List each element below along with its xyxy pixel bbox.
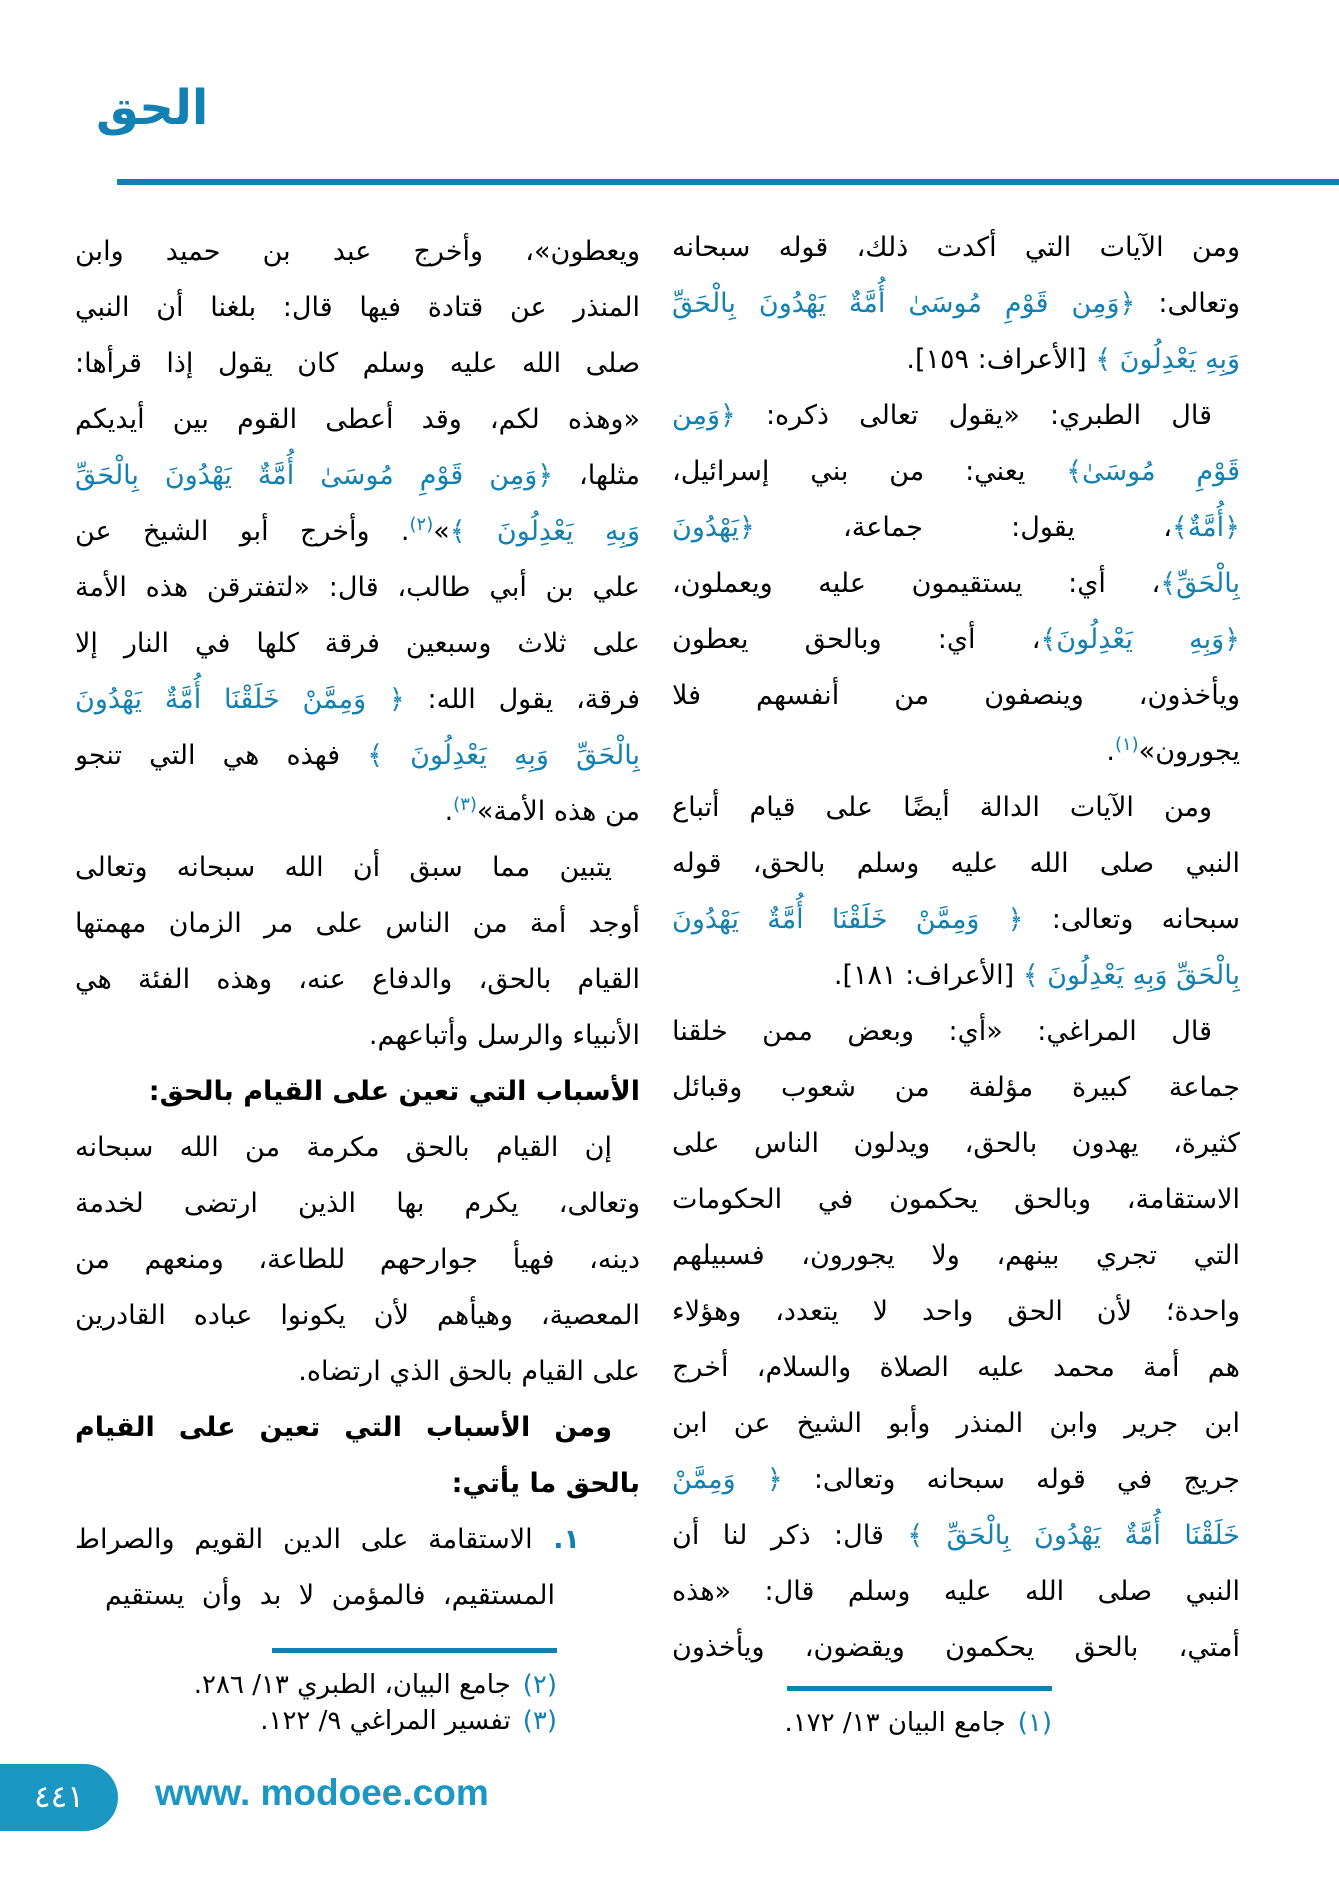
text-line bbox=[672, 500, 1240, 556]
text-line bbox=[75, 1288, 640, 1344]
text-line bbox=[672, 1228, 1240, 1284]
text-line bbox=[75, 224, 640, 280]
text-line bbox=[75, 560, 640, 616]
quran-verse: ﴿يَهْدُونَ bbox=[672, 512, 755, 543]
text-line bbox=[75, 672, 640, 728]
text-line bbox=[75, 1176, 640, 1232]
text-line bbox=[75, 616, 640, 672]
body-text: فهذه هي التي تنجو bbox=[75, 740, 368, 771]
text-line bbox=[672, 1508, 1240, 1564]
body-text: قال المراغي: «أي: وبعض ممن خلقنا bbox=[672, 1016, 1212, 1047]
body-text: » bbox=[433, 516, 450, 547]
body-text: قال الطبري: «يقول تعالى ذكره: bbox=[735, 400, 1212, 431]
body-text: يتبين مما سبق أن الله سبحانه وتعالى bbox=[75, 852, 612, 883]
body-text: واحدة؛ لأن الحق واحد لا يتعدد، وهؤلاء bbox=[672, 1296, 1240, 1327]
text-line bbox=[672, 332, 1240, 388]
footnote-marker: (٢) bbox=[409, 514, 434, 535]
text-line bbox=[75, 1568, 640, 1624]
body-text: ومن الآيات التي أكدت ذلك، قوله سبحانه bbox=[672, 232, 1240, 263]
body-text: المعصية، وهيأهم لأن يكونوا عباده القادرين bbox=[75, 1300, 640, 1331]
footnote-text: تفسير المراغي ٩/ ١٢٢. bbox=[260, 1706, 511, 1736]
footnote-number: (١) bbox=[1017, 1708, 1052, 1738]
text-line bbox=[75, 504, 640, 560]
text-line bbox=[672, 1172, 1240, 1228]
quran-verse: ﴿وَمِن bbox=[672, 400, 736, 431]
body-text: أمتي، بالحق يحكمون ويقضون، ويأخذون bbox=[672, 1632, 1240, 1663]
footnote-marker: (٣) bbox=[453, 794, 477, 815]
body-text: مثلها، bbox=[553, 460, 640, 491]
body-text: جريج في قوله سبحانه وتعالى: bbox=[782, 1464, 1240, 1495]
body-text: هم أمة محمد عليه الصلاة والسلام، أخرج bbox=[672, 1352, 1240, 1383]
body-text: جماعة كبيرة مؤلفة من شعوب وقبائل bbox=[672, 1072, 1240, 1103]
quran-verse: خَلَقْنَا أُمَّةٌ يَهْدُونَ بِالْحَقِّ ﴾ bbox=[907, 1520, 1240, 1551]
text-line bbox=[672, 836, 1240, 892]
website-url: www. modoee.com bbox=[155, 1772, 489, 1813]
footnote-rule bbox=[787, 1686, 1052, 1691]
body-text: علي بن أبي طالب، قال: «لتفترقن هذه الأمة bbox=[75, 572, 640, 603]
body-text: ومن الآيات الدالة أيضًا على قيام أتباع bbox=[672, 792, 1212, 823]
body-text: من هذه الأمة» bbox=[476, 796, 640, 827]
quran-verse: بِالْحَقِّ وَبِهِ يَعْدِلُونَ ﴾ bbox=[1022, 960, 1240, 991]
page-number-badge: ٤٤١ bbox=[0, 1764, 118, 1831]
text-line bbox=[672, 220, 1240, 276]
body-text: التي تجري بينهم، ولا يجورون، فسبيلهم bbox=[672, 1240, 1240, 1271]
list-number: ١. bbox=[532, 1524, 580, 1555]
body-text: على القيام بالحق الذي ارتضاه. bbox=[298, 1356, 640, 1387]
footnote-text: جامع البيان ١٣/ ١٧٢. bbox=[784, 1708, 1006, 1738]
footnotes-left bbox=[67, 1648, 557, 1739]
body-text: القيام بالحق، والدفاع عنه، وهذه الفئة هي bbox=[75, 964, 640, 995]
text-line bbox=[672, 444, 1240, 500]
text-line bbox=[75, 896, 640, 952]
quran-verse: بِالْحَقِّ﴾ bbox=[1160, 568, 1240, 599]
footnote-item bbox=[67, 1703, 557, 1739]
text-line bbox=[75, 448, 640, 504]
text-line bbox=[75, 1232, 640, 1288]
body-text: ، يقول: جماعة، bbox=[754, 512, 1172, 543]
text-line bbox=[672, 724, 1240, 780]
body-text: . وأخرج أبو الشيخ عن bbox=[75, 516, 410, 547]
body-text: ويأخذون، وينصفون من أنفسهم فلا bbox=[672, 680, 1240, 711]
quran-verse: ﴿وَمِن قَوْمِ مُوسَىٰ أُمَّةٌ يَهْدُونَ بِالْحَقِّ bbox=[672, 288, 1136, 319]
text-line bbox=[672, 1620, 1240, 1676]
body-text: ويعطون»، وأخرج عبد بن حميد وابن bbox=[75, 236, 640, 267]
footnotes-right bbox=[622, 1686, 1052, 1741]
text-line bbox=[75, 336, 640, 392]
body-text: ، أي: وبالحق يعطون bbox=[672, 624, 1041, 655]
quran-verse: ﴿ وَمِمَّنْ bbox=[672, 1464, 783, 1495]
quran-verse: ﴿ وَمِمَّنْ خَلَقْنَا أُمَّةٌ يَهْدُونَ bbox=[75, 684, 405, 715]
text-line bbox=[75, 1400, 640, 1456]
body-text: . bbox=[1106, 736, 1115, 767]
text-line bbox=[672, 1116, 1240, 1172]
text-line bbox=[75, 784, 640, 840]
text-line bbox=[75, 1344, 640, 1400]
body-text: كثيرة، يهدون بالحق، ويدلون الناس على bbox=[672, 1128, 1240, 1159]
text-line bbox=[75, 952, 640, 1008]
body-text: «وهذه لكم، وقد أعطى القوم بين أيديكم bbox=[75, 404, 640, 435]
text-line bbox=[75, 1120, 640, 1176]
footnote-number: (٢) bbox=[522, 1670, 557, 1700]
bold-text: ومن الأسباب التي تعين على القيام bbox=[75, 1412, 612, 1443]
footnote-marker: (١) bbox=[1114, 734, 1139, 755]
text-line bbox=[672, 1396, 1240, 1452]
body-text: قال: ذكر لنا أن bbox=[672, 1520, 908, 1551]
page-header-title: الحق bbox=[96, 80, 209, 136]
footnote-number: (٣) bbox=[522, 1706, 557, 1736]
quran-verse: ﴿وَمِن قَوْمِ مُوسَىٰ أُمَّةٌ يَهْدُونَ بِالْحَقِّ bbox=[75, 460, 554, 491]
body-text: دينه، فهيأ جوارحهم للطاعة، ومنعهم من bbox=[75, 1244, 640, 1275]
text-line bbox=[75, 392, 640, 448]
body-text: صلى الله عليه وسلم كان يقول إذا قرأها: bbox=[75, 348, 640, 379]
body-text: المنذر عن قتادة فيها قال: بلغنا أن النبي bbox=[75, 292, 640, 323]
body-text: أوجد أمة من الناس على مر الزمان مهمتها bbox=[75, 908, 640, 939]
body-text: الاستقامة، وبالحق يحكمون في الحكومات bbox=[672, 1184, 1240, 1215]
quran-verse: ﴿ وَمِمَّنْ خَلَقْنَا أُمَّةٌ يَهْدُونَ bbox=[672, 904, 1024, 935]
text-line bbox=[672, 1060, 1240, 1116]
text-line bbox=[672, 556, 1240, 612]
text-line bbox=[672, 1452, 1240, 1508]
text-line bbox=[75, 1456, 640, 1512]
text-line bbox=[75, 1064, 640, 1120]
header-rule bbox=[117, 179, 1339, 185]
text-line bbox=[672, 1340, 1240, 1396]
text-column-left bbox=[75, 224, 640, 1624]
text-line bbox=[75, 280, 640, 336]
text-line bbox=[75, 1008, 640, 1064]
body-text: المستقيم، فالمؤمن لا بد وأن يستقيم bbox=[105, 1580, 555, 1611]
body-text: فرقة، يقول الله: bbox=[404, 684, 640, 715]
body-text: سبحانه وتعالى: bbox=[1023, 904, 1240, 935]
body-text: . bbox=[444, 796, 454, 827]
text-line bbox=[672, 1564, 1240, 1620]
quran-verse: قَوْمِ مُوسَىٰ﴾ bbox=[1066, 456, 1240, 487]
text-line bbox=[672, 1284, 1240, 1340]
text-line bbox=[672, 388, 1240, 444]
text-line bbox=[672, 892, 1240, 948]
body-text: النبي صلى الله عليه وسلم بالحق، قوله bbox=[672, 848, 1240, 879]
footnote-item bbox=[622, 1705, 1052, 1741]
body-text: إن القيام بالحق مكرمة من الله سبحانه bbox=[75, 1132, 612, 1163]
body-text: النبي صلى الله عليه وسلم قال: «هذه bbox=[672, 1576, 1240, 1607]
body-text: [الأعراف: ١٥٩]. bbox=[906, 344, 1096, 375]
footnote-rule bbox=[272, 1648, 557, 1653]
text-line bbox=[672, 1004, 1240, 1060]
quran-verse: بِالْحَقِّ وَبِهِ يَعْدِلُونَ ﴾ bbox=[367, 740, 640, 771]
footnote-item bbox=[67, 1667, 557, 1703]
text-line bbox=[672, 612, 1240, 668]
body-text: الاستقامة على الدين القويم والصراط bbox=[75, 1524, 533, 1555]
quran-verse: وَبِهِ يَعْدِلُونَ ﴾ bbox=[449, 516, 640, 547]
quran-verse: ﴿وَبِهِ يَعْدِلُونَ﴾ bbox=[1040, 624, 1240, 655]
quran-verse: وَبِهِ يَعْدِلُونَ ﴾ bbox=[1095, 344, 1240, 375]
text-line bbox=[75, 1512, 640, 1568]
text-line bbox=[672, 276, 1240, 332]
body-text: وتعالى: bbox=[1135, 288, 1240, 319]
text-column-right bbox=[672, 220, 1240, 1676]
body-text: يجورون» bbox=[1138, 736, 1240, 767]
bold-text: الأسباب التي تعين على القيام بالحق: bbox=[148, 1076, 640, 1107]
body-text: يعني: من بني إسرائيل، bbox=[672, 456, 1067, 487]
body-text: وتعالى، يكرم بها الذين ارتضى لخدمة bbox=[75, 1188, 640, 1219]
text-line bbox=[672, 948, 1240, 1004]
body-text: ، أي: يستقيمون عليه ويعملون، bbox=[672, 568, 1161, 599]
body-text: على ثلاث وسبعين فرقة كلها في النار إلا bbox=[75, 628, 640, 659]
text-line bbox=[672, 780, 1240, 836]
bold-text: بالحق ما يأتي: bbox=[451, 1468, 640, 1499]
footnote-text: جامع البيان، الطبري ١٣/ ٢٨٦. bbox=[193, 1670, 511, 1700]
body-text: ابن جرير وابن المنذر وأبو الشيخ عن ابن bbox=[672, 1408, 1240, 1439]
text-line bbox=[672, 668, 1240, 724]
body-text: [الأعراف: ١٨١]. bbox=[833, 960, 1023, 991]
body-text: الأنبياء والرسل وأتباعهم. bbox=[368, 1020, 640, 1051]
text-line bbox=[75, 840, 640, 896]
quran-verse: ﴿أُمَّةٌ﴾ bbox=[1171, 512, 1240, 543]
text-line bbox=[75, 728, 640, 784]
